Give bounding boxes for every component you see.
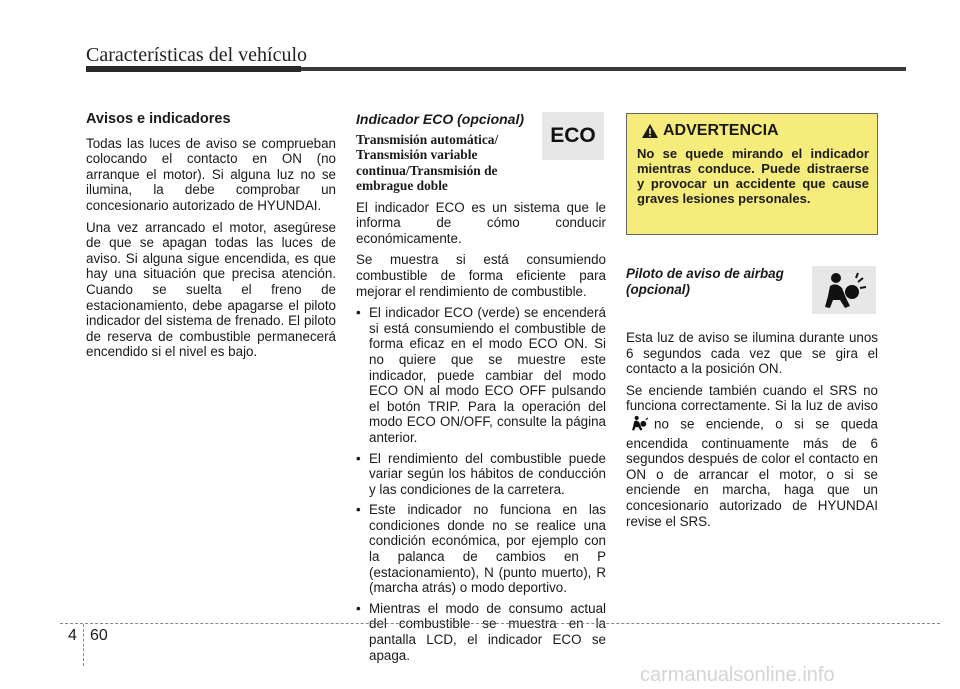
section-heading-warnings: Avisos e indicadores — [86, 111, 231, 127]
section-heading-eco: Indicador ECO (opcional) — [356, 111, 525, 127]
watermark: carmanualsonline.info — [640, 664, 835, 686]
transmission-subheading: Transmisión automática/ Transmisión variable continua/Transmisión de embrague doble — [356, 131, 499, 194]
section-heading-airbag: Piloto de aviso de airbag (opcional) — [626, 266, 784, 297]
bullet-list — [356, 305, 606, 663]
airbag-warning-icon — [812, 266, 876, 314]
eco-label: ECO — [550, 124, 596, 147]
warning-triangle-icon — [641, 123, 659, 139]
header-rule-accent — [86, 66, 301, 72]
warning-heading — [641, 122, 779, 140]
paragraph-with-icon: Se enciende también cuando el SRS no funciona correctamente. Si la luz de avisono se enciende, o si se queda encendida continuamente más de 6 segundos después de color el contacto en ON o de arrancar el motor, o si se enciende en marcha, haga que un concesionario autorizado de HYUNDAI revise el SRS. — [626, 382, 878, 529]
paragraph: Una vez arrancado el motor, asegúrese de que se apagan todas las luces de aviso. Si alguna sigue encendida, es que hay una situación que precisa atención. Cuando se suelta el freno de estacionamiento, debe apagarse el piloto indicador del sistema de frenado. El piloto de reserva de combustible permanecerá encendido si el nivel es bajo. — [86, 219, 336, 360]
paragraph: Todas las luces de aviso se comprueban colocando el contacto en ON (no arranque el motor). Si alguna luz no se ilumina, la debe comprobar un concesionario autorizado de HYUNDAI. — [86, 135, 336, 213]
column-middle — [356, 108, 606, 668]
warning-title: ADVERTENCIA — [663, 122, 779, 139]
column-right-body — [626, 330, 878, 535]
chapter-number: 4 — [68, 627, 77, 644]
page-number: 60 — [90, 627, 108, 644]
airbag-inline-icon — [630, 414, 650, 436]
warning-box — [626, 113, 878, 235]
eco-indicator-icon — [542, 112, 604, 160]
paragraph: Esta luz de aviso se ilumina durante unos 6 segundos cada vez que se gira el contacto a la posición ON. — [626, 330, 878, 377]
column-left — [86, 108, 336, 366]
paragraph: Se muestra si está consumiendo combustible de forma eficiente para mejorar el rendimiento de combustible. — [356, 252, 606, 299]
list-item: • Mientras el modo de consumo actual del combustible se muestra en la pantalla LCD, el indicador ECO se apaga. — [356, 601, 606, 663]
page-header-title: Características del vehículo — [86, 44, 308, 66]
warning-text: No se quede mirando el indicador mientras conduce. Puede distraerse y provocar un accidente que cause graves lesiones personales. — [637, 146, 869, 206]
footer-divider — [83, 624, 84, 666]
list-item: • El indicador ECO (verde) se encenderá si está consumiendo el combustible de forma eficaz en el modo ECO ON. Si no quiere que se muestre este indicador, puede cambiar del modo ECO ON al modo ECO OFF pulsando el botón TRIP. Para la operación del modo ECO ON/OFF, consulte la página anterior. — [356, 305, 606, 445]
footer-rule — [60, 623, 940, 624]
paragraph: El indicador ECO es un sistema que le informa de cómo conducir económicamente. — [356, 199, 606, 246]
list-item: • El rendimiento del combustible puede variar según los hábitos de conducción y las condiciones de la carretera. — [356, 451, 606, 498]
list-item: • Este indicador no funciona en las condiciones donde no se realice una condición económica, por ejemplo con la palanca de cambios en P (estacionamiento), N (punto muerto), R (marcha atrás) o modo deportivo. — [356, 502, 606, 596]
